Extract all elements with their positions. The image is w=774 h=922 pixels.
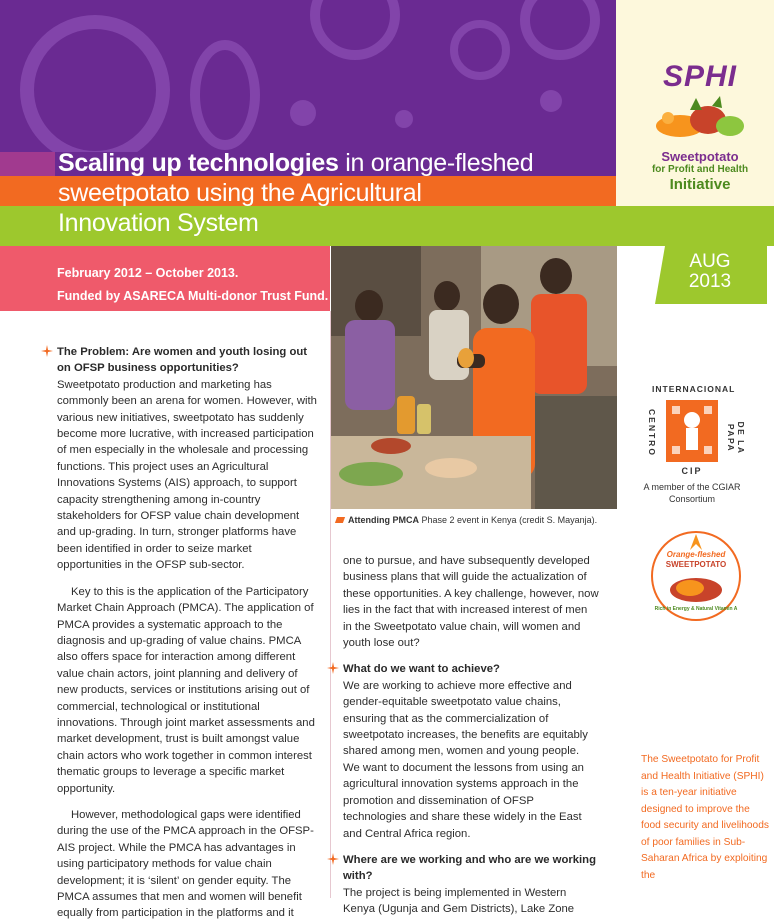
where-heading-text: Where are we working and who are we working with? bbox=[343, 853, 596, 883]
badge-month: AUG bbox=[689, 251, 731, 272]
sphi-logo bbox=[640, 60, 760, 193]
caption-bold: Attending PMCA bbox=[348, 515, 419, 525]
gaps-paragraph: However, methodological gaps were identified during the use of the PMCA approach in the OFSP-AIS project. While the PMCA has advantages in using participatory methods for value chain development; it is ‘silent’ on gender equity. The PMCA assumes that men and women will benefit equally from participation in the platforms and it bbox=[57, 808, 314, 920]
decor-dot bbox=[290, 100, 316, 126]
decor-ring bbox=[20, 15, 170, 165]
achieve-heading bbox=[343, 661, 599, 677]
decor-ring bbox=[310, 0, 400, 60]
caption-rest: Phase 2 event in Kenya (credit S. Mayanja). bbox=[419, 515, 598, 525]
cip-top-text: INTERNACIONAL bbox=[652, 384, 736, 394]
column-divider bbox=[330, 311, 331, 898]
project-funding: Funded by ASARECA Multi-donor Trust Fund. bbox=[57, 289, 329, 303]
title-bold: Scaling up technologies bbox=[58, 149, 339, 177]
project-info-box bbox=[0, 246, 330, 311]
sphi-acronym: SPHI bbox=[662, 60, 738, 93]
bullet-star-icon bbox=[327, 662, 339, 674]
continued-paragraph: one to pursue, and have subsequently developed business plans that will guide the actualization of these opportunities. A key challenge, however, now lies in the fact that with increased interest of men in the Sweetpotato value chain, will women and youth lose out? bbox=[343, 555, 599, 650]
problem-paragraph: Sweetpotato production and marketing has commonly been an arena for women. However, with various new initiatives, sweetpotato has suddenly become more lucrative, with increased participation of men especially in the wholesale and processing functions. This project uses an Agricultural Innovations Systems (AIS) approach, to support capacity strengthening among in-country stakeholders for OFSP value chain development and up-grading. In turn, stronger platforms have been identified in order to seize market opportunities in the OFSP sub-sector. bbox=[57, 378, 317, 572]
photo-illustration bbox=[331, 246, 617, 509]
title-line3: Innovation System bbox=[58, 209, 259, 237]
ofsp-line1: Orange-fleshed bbox=[666, 550, 726, 559]
date-badge bbox=[655, 252, 765, 292]
cip-logo bbox=[636, 382, 748, 482]
sphi-description: The Sweetpotato for Profit and Health Initiative (SPHI) is a ten-year initiative designed to improve the food security and livelihoods of poor families in Sub-Saharan Africa by exploiting the bbox=[641, 754, 769, 881]
problem-heading-text: The Problem: Are women and youth losing out on OFSP business opportunities? bbox=[57, 346, 308, 375]
problem-heading bbox=[57, 344, 319, 377]
achieve-paragraph: We are working to achieve more effective and gender-equitable sweetpotato value chains, ensuring that as the commercialization of sweetpotato increases, the benefits are equitably shared among men, women and young people. We want to document the lessons from using an agricultural innovation systems approach in the promotion and dissemination of OFSP technologies and share these widely in the East and Central Africa region. bbox=[343, 679, 588, 840]
achieve-heading-text: What do we want to achieve? bbox=[343, 663, 500, 676]
caption-marker-icon bbox=[335, 517, 345, 523]
decor-ring bbox=[190, 40, 260, 150]
ofsp-tagline: Rich in Energy & Natural Vitamin A bbox=[654, 606, 738, 612]
middle-column bbox=[343, 553, 599, 918]
photo-caption bbox=[336, 515, 621, 525]
title-line2: sweetpotato using the Agricultural bbox=[58, 179, 422, 207]
sphi-line2: for Profit and Health bbox=[651, 164, 749, 175]
bullet-star-icon bbox=[327, 853, 339, 865]
badge-year: 2013 bbox=[688, 271, 732, 292]
ofsp-logo bbox=[650, 530, 742, 622]
decor-ring bbox=[520, 0, 600, 60]
cip-bottom-text: CIP bbox=[681, 466, 703, 476]
project-dates: February 2012 – October 2013. bbox=[57, 266, 239, 280]
decor-dot bbox=[540, 90, 562, 112]
cip-left-text: CENTRO bbox=[647, 409, 657, 457]
event-photo bbox=[331, 246, 617, 509]
page-title bbox=[58, 148, 618, 238]
cgiar-member-text: A member of the CGIAR Consortium bbox=[643, 482, 741, 504]
title-rest: in orange-fleshed bbox=[338, 149, 534, 177]
pmca-paragraph: Key to this is the application of the Participatory Market Chain Approach (PMCA). The application of PMCA provides a systematic approach to the diagnosis and up-grading of value chains. PMCA also offers space for interaction among different value chain actors, joint planning and delivery of new products, services or institutions arising out of commercial, technological or institutional innovations. Through joint market assessments and market development, trust is built amongst value chain actors who work together in common interest thematic groups to leverage a specific market opportunity. bbox=[57, 585, 315, 795]
where-heading bbox=[343, 852, 599, 885]
title-bar-accent bbox=[0, 152, 55, 178]
ofsp-line2: SWEETPOTATO bbox=[665, 560, 727, 569]
cip-right-text: DE LA PAPA bbox=[726, 421, 746, 455]
decor-ring bbox=[450, 20, 510, 80]
sphi-line1: Sweetpotato bbox=[661, 149, 739, 164]
sphi-line3: Initiative bbox=[669, 176, 731, 193]
where-paragraph: The project is being implemented in Western Kenya (Ugunja and Gem Districts), Lake Zone bbox=[343, 886, 575, 916]
vegetables-icon bbox=[650, 96, 750, 142]
decor-dot bbox=[395, 110, 413, 128]
left-column bbox=[57, 344, 319, 922]
bullet-star-icon bbox=[41, 345, 53, 357]
